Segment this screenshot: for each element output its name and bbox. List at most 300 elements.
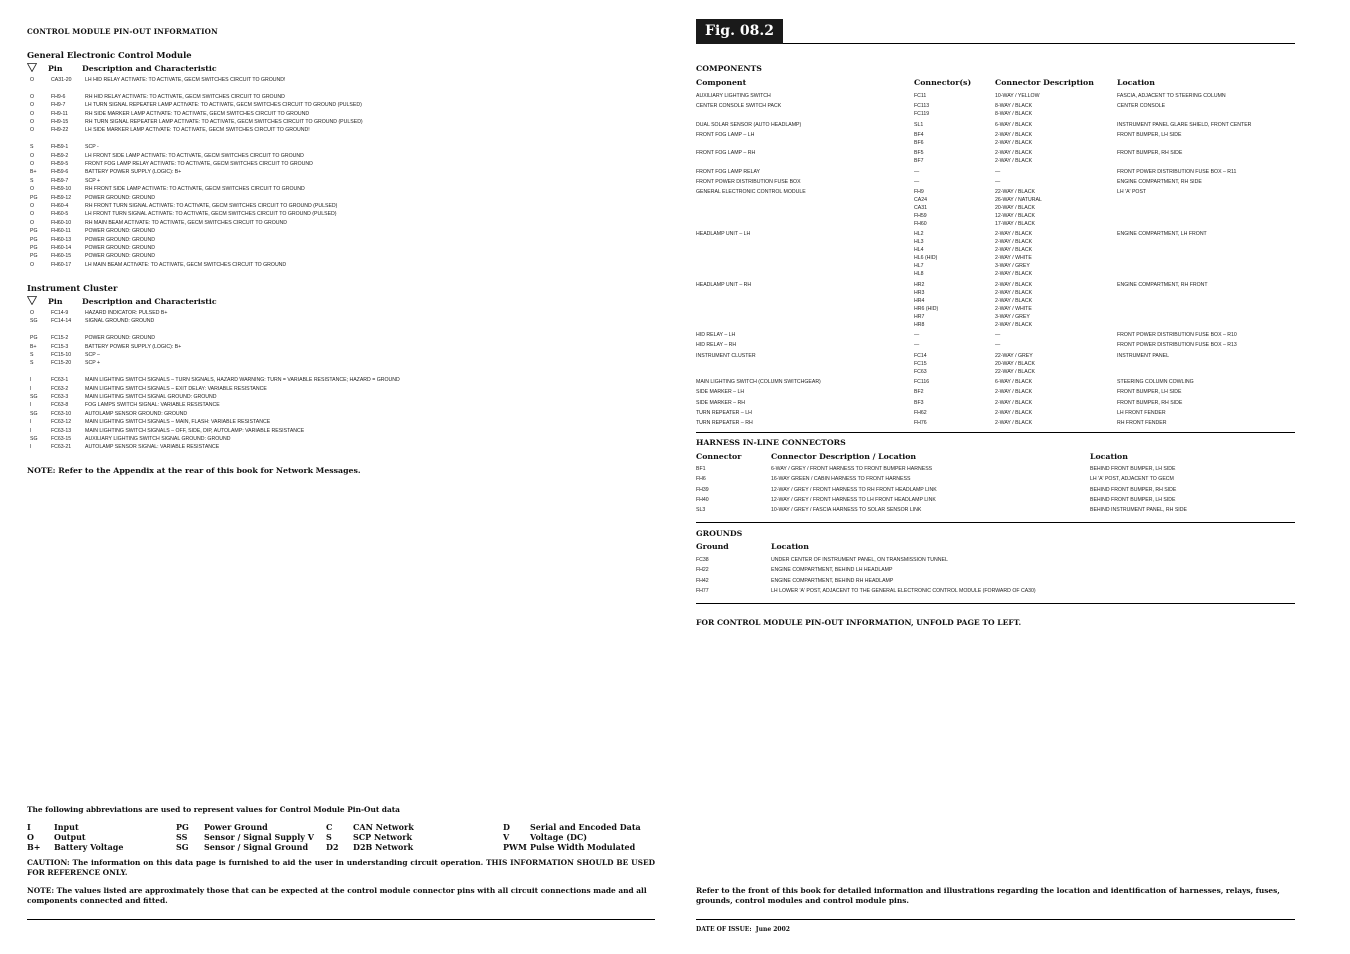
pin-number: FH60-14	[51, 245, 72, 251]
pin-row	[30, 261, 630, 269]
caution-note: CAUTION: The information on this data page is furnished to aid the user in understanding circuit operation. THIS INFORMATION SHOULD BE USED FOR REFERENCE ONLY.	[27, 858, 655, 877]
connector-list	[914, 331, 919, 339]
pin-number: FH59-2	[51, 152, 69, 159]
connector-description-list	[995, 230, 1032, 278]
pin-description: LH MAIN BEAM ACTIVATE: TO ACTIVATE, GECM SWITCHES CIRCUIT TO GROUND	[85, 261, 287, 268]
abbreviation-row	[27, 832, 655, 842]
pin-row	[30, 244, 630, 252]
connector-id: FH59	[914, 213, 927, 220]
pin-type: S	[30, 352, 34, 358]
component-location: FRONT BUMPER, RH SIDE	[1117, 150, 1183, 157]
connector-description-list	[995, 341, 1000, 349]
components-title: COMPONENTS	[696, 64, 762, 73]
pin-row	[30, 376, 630, 384]
pin-row	[30, 143, 630, 151]
pin-row	[30, 118, 630, 126]
pin-description: RH HID RELAY ACTIVATE: TO ACTIVATE, GECM SWITCHES CIRCUIT TO GROUND	[85, 93, 285, 100]
connector-description: 2-WAY / BLACK	[995, 297, 1033, 304]
abbreviation-meaning: Sensor / Signal Ground	[204, 842, 309, 852]
connector-id: FC116	[914, 378, 930, 385]
pin-row	[30, 359, 630, 367]
pin-type: O	[30, 186, 35, 193]
connector-description: 6-WAY / BLACK	[995, 378, 1033, 385]
harness-connector: BF1	[696, 466, 706, 472]
connector-list	[914, 92, 926, 100]
connector-id: FC113	[914, 103, 930, 110]
abbreviation-code: C	[326, 822, 333, 832]
component-name: INSTRUMENT CLUSTER	[696, 352, 756, 359]
connector-description-list	[995, 121, 1032, 129]
connector-description-list	[995, 409, 1032, 417]
ground-location: ENGINE COMPARTMENT, BEHIND LH HEADLAMP	[771, 567, 893, 574]
pin-number: FC15-3	[51, 343, 69, 350]
connector-description-list	[995, 352, 1035, 376]
pin-type: I	[30, 419, 32, 426]
pin-type: O	[30, 93, 35, 100]
connector-id: HR8	[914, 321, 925, 328]
connector-list	[914, 281, 938, 329]
pin-description: SCP –	[85, 352, 100, 358]
pin-number: FC14-14	[51, 318, 72, 325]
connector-id: FH60	[914, 221, 927, 228]
connector-list	[914, 131, 924, 147]
connector-id: HR6 (HID)	[914, 305, 939, 312]
connector-description: —	[995, 332, 1001, 338]
abbreviation-code: I	[27, 822, 31, 832]
connector-description: 2-WAY / BLACK	[995, 139, 1033, 146]
component-location: INSTRUMENT PANEL	[1117, 352, 1169, 359]
pin-number: CA31-20	[51, 77, 72, 83]
pin-type: I	[30, 402, 32, 409]
connector-id: BF4	[914, 131, 924, 138]
gecm-header-description: Description and Characteristic	[82, 64, 217, 73]
harness-location: BEHIND FRONT BUMPER, LH SIDE	[1090, 466, 1176, 472]
harness-row	[696, 496, 1296, 506]
pin-row	[30, 160, 630, 168]
pin-description: FRONT FOG LAMP RELAY ACTIVATE: TO ACTIVATE, GECM SWITCHES CIRCUIT TO GROUND	[85, 161, 313, 167]
connector-id: FC11	[914, 93, 927, 99]
pin-number: FC63-13	[51, 427, 72, 434]
component-location: INSTRUMENT PANEL GLARE SHIELD, FRONT CENTER	[1117, 121, 1252, 128]
abbreviation-code: PWM	[503, 842, 527, 852]
grounds-rule	[696, 603, 1295, 604]
pin-row	[30, 427, 630, 435]
abbreviation-code: D2	[326, 842, 339, 852]
connector-id: —	[914, 178, 920, 185]
component-location: FASCIA, ADJACENT TO STEERING COLUMN	[1117, 93, 1226, 99]
connector-id: BF7	[914, 158, 924, 165]
triangle-down-icon	[27, 296, 37, 305]
ic-header-description: Description and Characteristic	[82, 297, 217, 306]
grounds-title: GROUNDS	[696, 529, 743, 538]
connector-id: FC15	[914, 360, 927, 367]
harness-location: BEHIND FRONT BUMPER, LH SIDE	[1090, 496, 1176, 503]
connector-description: 8-WAY / BLACK	[995, 111, 1033, 118]
grounds-header-location: Location	[771, 542, 809, 551]
unfold-note: FOR CONTROL MODULE PIN-OUT INFORMATION, UNFOLD PAGE TO LEFT.	[696, 618, 1022, 627]
component-row	[696, 102, 1296, 118]
pin-number: FC63-10	[51, 410, 72, 417]
ground-location: UNDER CENTER OF INSTRUMENT PANEL, ON TRANSMISSION TUNNEL	[771, 557, 948, 563]
figure-label: Fig. 08.2	[696, 19, 783, 44]
component-row	[696, 230, 1296, 278]
pin-row	[30, 334, 630, 342]
values-note: NOTE: The values listed are approximately those that can be expected at the control module connector pins with all circuit connections made and all components connected and fitted.	[27, 886, 647, 905]
pin-type: O	[30, 152, 35, 159]
pin-description: MAIN LIGHTING SWITCH SIGNALS – EXIT DELAY: VARIABLE RESISTANCE	[85, 385, 267, 392]
connector-id: HL6 (HID)	[914, 255, 938, 262]
pin-type: SG	[30, 394, 38, 400]
pin-description: SCP -	[85, 144, 99, 151]
harness-connector: FH6	[696, 476, 706, 483]
connector-description: 2-WAY / WHITE	[995, 305, 1032, 312]
abbreviation-code: SS	[176, 832, 188, 842]
harness-title: HARNESS IN-LINE CONNECTORS	[696, 438, 846, 447]
component-location: FRONT BUMPER, LH SIDE	[1117, 389, 1182, 396]
pin-number: FH60-4	[51, 203, 69, 209]
connector-description: 3-WAY / GREY	[995, 313, 1030, 320]
pin-row	[30, 93, 630, 101]
pin-type: B+	[30, 343, 37, 350]
connector-description: —	[995, 168, 1001, 175]
pin-description: RH MAIN BEAM ACTIVATE: TO ACTIVATE, GECM SWITCHES CIRCUIT TO GROUND	[85, 219, 288, 226]
connector-description-list	[995, 188, 1042, 228]
pin-row	[30, 351, 630, 359]
gecm-table-header	[27, 63, 647, 75]
harness-description: 10-WAY / GREY / FASCIA HARNESS TO SOLAR SENSOR LINK	[771, 507, 922, 514]
pin-number: FC63-3	[51, 394, 69, 400]
abbreviation-row	[27, 822, 655, 832]
ground-row	[696, 587, 1296, 597]
pin-number: FH60-10	[51, 219, 72, 226]
pin-description: HAZARD INDICATOR: PULSED B+	[85, 310, 168, 316]
component-name: DUAL SOLAR SENSOR (AUTO HEADLAMP)	[696, 121, 802, 128]
pin-type: PG	[30, 194, 38, 201]
connector-description: 8-WAY / BLACK	[995, 103, 1033, 110]
connector-list	[914, 352, 927, 376]
connector-description: 2-WAY / BLACK	[995, 281, 1033, 288]
connector-id: FC63	[914, 368, 927, 375]
component-row	[696, 178, 1296, 186]
pin-row	[30, 401, 630, 409]
pin-description: MAIN LIGHTING SWITCH SIGNAL GROUND: GROUND	[85, 394, 217, 400]
pin-description: POWER GROUND: GROUND	[85, 253, 156, 260]
component-row	[696, 409, 1296, 417]
pin-type: PG	[30, 236, 38, 243]
connector-id: —	[914, 332, 920, 338]
connector-description: 17-WAY / BLACK	[995, 221, 1035, 228]
refer-note: Refer to the front of this book for detailed information and illustrations regarding the location and identification of harnesses, relays, fuses, grounds, control modules and control module pins.	[696, 886, 1280, 905]
pin-description: POWER GROUND: GROUND	[85, 194, 156, 201]
pin-type: O	[30, 203, 35, 209]
connector-description: 2-WAY / BLACK	[995, 150, 1033, 157]
abbreviation-meaning: Input	[54, 822, 79, 832]
pin-type: O	[30, 310, 35, 316]
component-row	[696, 341, 1296, 349]
pin-type: I	[30, 377, 32, 384]
connector-description-list	[995, 388, 1032, 396]
connector-description-list	[995, 419, 1032, 427]
pin-type: PG	[30, 228, 38, 235]
harness-header-description: Connector Description / Location	[771, 452, 917, 461]
pin-type: SG	[30, 318, 38, 325]
ic-pin-table	[30, 309, 650, 459]
ground-id: FH77	[696, 587, 709, 594]
pin-number: FC15-10	[51, 352, 72, 358]
pin-row	[30, 101, 630, 109]
pin-type: I	[30, 427, 32, 434]
pin-number: FH60-17	[51, 261, 72, 268]
pin-row	[30, 177, 630, 185]
component-location: CENTER CONSOLE	[1117, 103, 1166, 110]
right-footer-rule	[696, 919, 1295, 920]
pin-number: FC63-21	[51, 444, 72, 451]
connector-description: 3-WAY / GREY	[995, 263, 1030, 270]
grounds-header-ground: Ground	[696, 542, 729, 551]
pin-row	[30, 168, 630, 176]
component-name: CENTER CONSOLE SWITCH PACK	[696, 103, 782, 110]
pin-row	[30, 202, 630, 210]
component-row	[696, 331, 1296, 339]
pin-description: BATTERY POWER SUPPLY (LOGIC): B+	[85, 169, 182, 176]
pin-description: RH TURN SIGNAL REPEATER LAMP ACTIVATE: TO ACTIVATE, GECM SWITCHES CIRCUIT TO GROUND (PULSED)	[85, 119, 363, 125]
connector-id: BF5	[914, 150, 924, 157]
pin-type: O	[30, 261, 35, 268]
component-name: AUXILIARY LIGHTING SWITCH	[696, 93, 771, 99]
connector-list	[914, 409, 927, 417]
connector-id: FH76	[914, 420, 927, 427]
harness-location: BEHIND INSTRUMENT PANEL, RH SIDE	[1090, 507, 1187, 514]
connector-description-list	[995, 168, 1000, 176]
pin-row	[30, 252, 630, 260]
connector-description: 2-WAY / BLACK	[995, 158, 1033, 165]
harness-row	[696, 506, 1296, 516]
harness-header-connector: Connector	[696, 452, 742, 461]
connector-list	[914, 399, 924, 407]
gecm-pin-table	[30, 76, 650, 276]
component-name: SIDE MARKER – RH	[696, 399, 746, 406]
pin-number: FC63-8	[51, 402, 69, 409]
connector-id: HL8	[914, 271, 924, 278]
network-note: NOTE: Refer to the Appendix at the rear of this book for Network Messages.	[27, 466, 361, 475]
connector-description: 2-WAY / BLACK	[995, 399, 1033, 406]
connector-id: BF6	[914, 139, 924, 146]
grounds-table	[696, 556, 1296, 598]
ground-row	[696, 566, 1296, 576]
connector-id: —	[914, 168, 920, 175]
connector-list	[914, 388, 924, 396]
ground-id: FC38	[696, 557, 709, 563]
pin-row	[30, 385, 630, 393]
pin-description: POWER GROUND: GROUND	[85, 228, 156, 235]
component-name: GENERAL ELECTRONIC CONTROL MODULE	[696, 189, 806, 196]
harness-connector: FH39	[696, 486, 709, 493]
connector-id: HR2	[914, 281, 925, 288]
date-of-issue	[696, 926, 790, 933]
pin-number: FC14-9	[51, 310, 69, 316]
component-name: HEADLAMP UNIT – RH	[696, 281, 752, 288]
abbreviation-meaning: Battery Voltage	[54, 842, 124, 852]
abbreviation-code: D	[503, 822, 510, 832]
connector-description-list	[995, 102, 1032, 118]
pin-number: FH60-13	[51, 236, 72, 243]
pin-number: FH59-7	[51, 177, 69, 184]
connector-description: 2-WAY / WHITE	[995, 255, 1032, 262]
component-name: FRONT FOG LAMP – LH	[696, 131, 755, 138]
pin-type: O	[30, 161, 35, 167]
ground-location: ENGINE COMPARTMENT, BEHIND RH HEADLAMP	[771, 577, 894, 584]
component-location: FRONT POWER DISTRIBUTION FUSE BOX – R13	[1117, 342, 1237, 349]
component-name: SIDE MARKER – LH	[696, 389, 745, 396]
connector-id: CA31	[914, 205, 927, 212]
pin-description: LH SIDE MARKER LAMP ACTIVATE: TO ACTIVATE, GECM SWITCHES CIRCUIT TO GROUND!	[85, 127, 310, 134]
harness-row	[696, 475, 1296, 485]
connector-description: 2-WAY / BLACK	[995, 420, 1033, 427]
pin-number: FC15-20	[51, 360, 72, 367]
component-name: TURN REPEATER – RH	[696, 420, 753, 427]
abbreviation-code: V	[503, 832, 510, 842]
component-row	[696, 399, 1296, 407]
pin-description: POWER GROUND: GROUND	[85, 335, 156, 342]
harness-location: LH 'A' POST, ADJACENT TO GECM	[1090, 476, 1174, 483]
date-label: DATE OF ISSUE:	[696, 926, 752, 933]
pin-description: SIGNAL GROUND: GROUND	[85, 318, 155, 325]
connector-list	[914, 378, 929, 386]
harness-row	[696, 465, 1296, 475]
pin-type: PG	[30, 335, 38, 342]
abbreviation-meaning: Power Ground	[204, 822, 268, 832]
abbreviation-code: SG	[176, 842, 189, 852]
pin-description: AUTOLAMP SENSOR GROUND: GROUND	[85, 410, 188, 417]
connector-description: 6-WAY / BLACK	[995, 121, 1033, 128]
components-header-description: Connector Description	[995, 78, 1094, 87]
ground-id: FH42	[696, 577, 709, 584]
abbreviation-row	[27, 842, 655, 852]
abbreviation-meaning: Pulse Width Modulated	[530, 842, 636, 852]
pin-number: FH9-22	[51, 127, 69, 134]
pin-description: POWER GROUND: GROUND	[85, 236, 156, 243]
connector-description: 20-WAY / BLACK	[995, 360, 1035, 367]
pin-type: O	[30, 110, 35, 117]
connector-description: 2-WAY / BLACK	[995, 247, 1033, 254]
pin-row	[30, 227, 630, 235]
pin-description: MAIN LIGHTING SWITCH SIGNALS – MAIN, FLASH: VARIABLE RESISTANCE	[85, 419, 271, 426]
components-header-connectors: Connector(s)	[914, 78, 972, 87]
harness-location: BEHIND FRONT BUMPER, RH SIDE	[1090, 486, 1177, 493]
connector-description: 20-WAY / BLACK	[995, 205, 1035, 212]
pin-row	[30, 76, 630, 84]
harness-header	[696, 452, 1296, 464]
ground-row	[696, 577, 1296, 587]
pin-description: LH TURN SIGNAL REPEATER LAMP ACTIVATE: TO ACTIVATE, GECM SWITCHES CIRCUIT TO GROUND (PULSED)	[85, 102, 362, 109]
pin-number: FH60-5	[51, 211, 69, 218]
abbreviation-code: B+	[27, 842, 41, 852]
pin-type: I	[30, 444, 32, 451]
component-name: FRONT POWER DISTRIBUTION FUSE BOX	[696, 178, 801, 185]
component-name: HEADLAMP UNIT – LH	[696, 231, 751, 238]
components-header-component: Component	[696, 78, 747, 87]
component-name: MAIN LIGHTING SWITCH (COLUMN SWITCHGEAR)	[696, 378, 821, 385]
pin-description: RH SIDE MARKER LAMP ACTIVATE: TO ACTIVATE, GECM SWITCHES CIRCUIT TO GROUND	[85, 110, 310, 117]
connector-description-list	[995, 178, 1000, 186]
connector-list	[914, 341, 919, 349]
pin-type: O	[30, 219, 35, 226]
component-row	[696, 388, 1296, 396]
ic-header-pin: Pin	[48, 297, 63, 306]
component-row	[696, 419, 1296, 427]
pin-row	[30, 110, 630, 118]
pin-row	[30, 219, 630, 227]
connector-description: 12-WAY / BLACK	[995, 213, 1035, 220]
gecm-header-pin: Pin	[48, 64, 63, 73]
harness-description: 6-WAY / GREY / FRONT HARNESS TO FRONT BUMPER HARNESS	[771, 466, 933, 472]
connector-id: BF3	[914, 399, 924, 406]
abbreviation-meaning: Output	[54, 832, 86, 842]
pin-number: FC15-2	[51, 335, 69, 342]
connector-id: HL2	[914, 231, 924, 238]
connector-id: FH9	[914, 189, 924, 196]
connector-description-list	[995, 378, 1032, 386]
pin-description: BATTERY POWER SUPPLY (LOGIC): B+	[85, 343, 182, 350]
pin-row	[30, 435, 630, 443]
pin-number: FH60-15	[51, 253, 72, 260]
connector-id: FC14	[914, 352, 927, 359]
ground-id: FH22	[696, 567, 709, 574]
pin-row	[30, 152, 630, 160]
pin-row	[30, 343, 630, 351]
pin-row	[30, 443, 630, 451]
date-value: June 2002	[755, 926, 790, 933]
connector-description-list	[995, 281, 1032, 329]
pin-row	[30, 194, 630, 202]
abbreviation-code: PG	[176, 822, 189, 832]
pin-number: FH60-11	[51, 228, 71, 235]
connector-list	[914, 178, 919, 186]
connector-description: 2-WAY / BLACK	[995, 321, 1033, 328]
components-table	[696, 92, 1296, 427]
connector-description: 22-WAY / BLACK	[995, 189, 1035, 196]
component-name: FRONT FOG LAMP RELAY	[696, 168, 760, 175]
header-rule	[783, 43, 1295, 44]
connector-id: FC119	[914, 111, 930, 118]
abbreviation-code: S	[326, 832, 332, 842]
harness-header-location: Location	[1090, 452, 1128, 461]
connector-list	[914, 149, 924, 165]
pin-type: B+	[30, 169, 37, 176]
connector-description: 2-WAY / BLACK	[995, 271, 1033, 278]
connector-list	[914, 121, 923, 129]
pin-description: LH FRONT TURN SIGNAL ACTIVATE: TO ACTIVATE, GECM SWITCHES CIRCUIT TO GROUND (PULSED)	[85, 211, 337, 218]
connector-description-list	[995, 149, 1032, 165]
connector-list	[914, 188, 927, 228]
components-header-location: Location	[1117, 78, 1155, 87]
pin-row	[30, 210, 630, 218]
connector-description: 2-WAY / BLACK	[995, 409, 1033, 416]
pin-number: FH59-6	[51, 169, 69, 176]
component-name: HID RELAY – RH	[696, 342, 737, 349]
pin-number: FH9-11	[51, 110, 68, 117]
component-location: STEERING COLUMN COWLING	[1117, 378, 1194, 385]
ground-row	[696, 556, 1296, 566]
pin-description: MAIN LIGHTING SWITCH SIGNALS – TURN SIGNALS, HAZARD WARNING: TURN = VARIABLE RESISTANCE; HAZARD = GROUND	[85, 377, 400, 384]
harness-row	[696, 486, 1296, 496]
pin-row	[30, 236, 630, 244]
connector-description: 2-WAY / BLACK	[995, 231, 1033, 238]
ic-table-header	[27, 296, 647, 308]
pin-type: PG	[30, 253, 38, 260]
component-location: LH FRONT FENDER	[1117, 409, 1166, 416]
connector-description-list	[995, 131, 1032, 147]
